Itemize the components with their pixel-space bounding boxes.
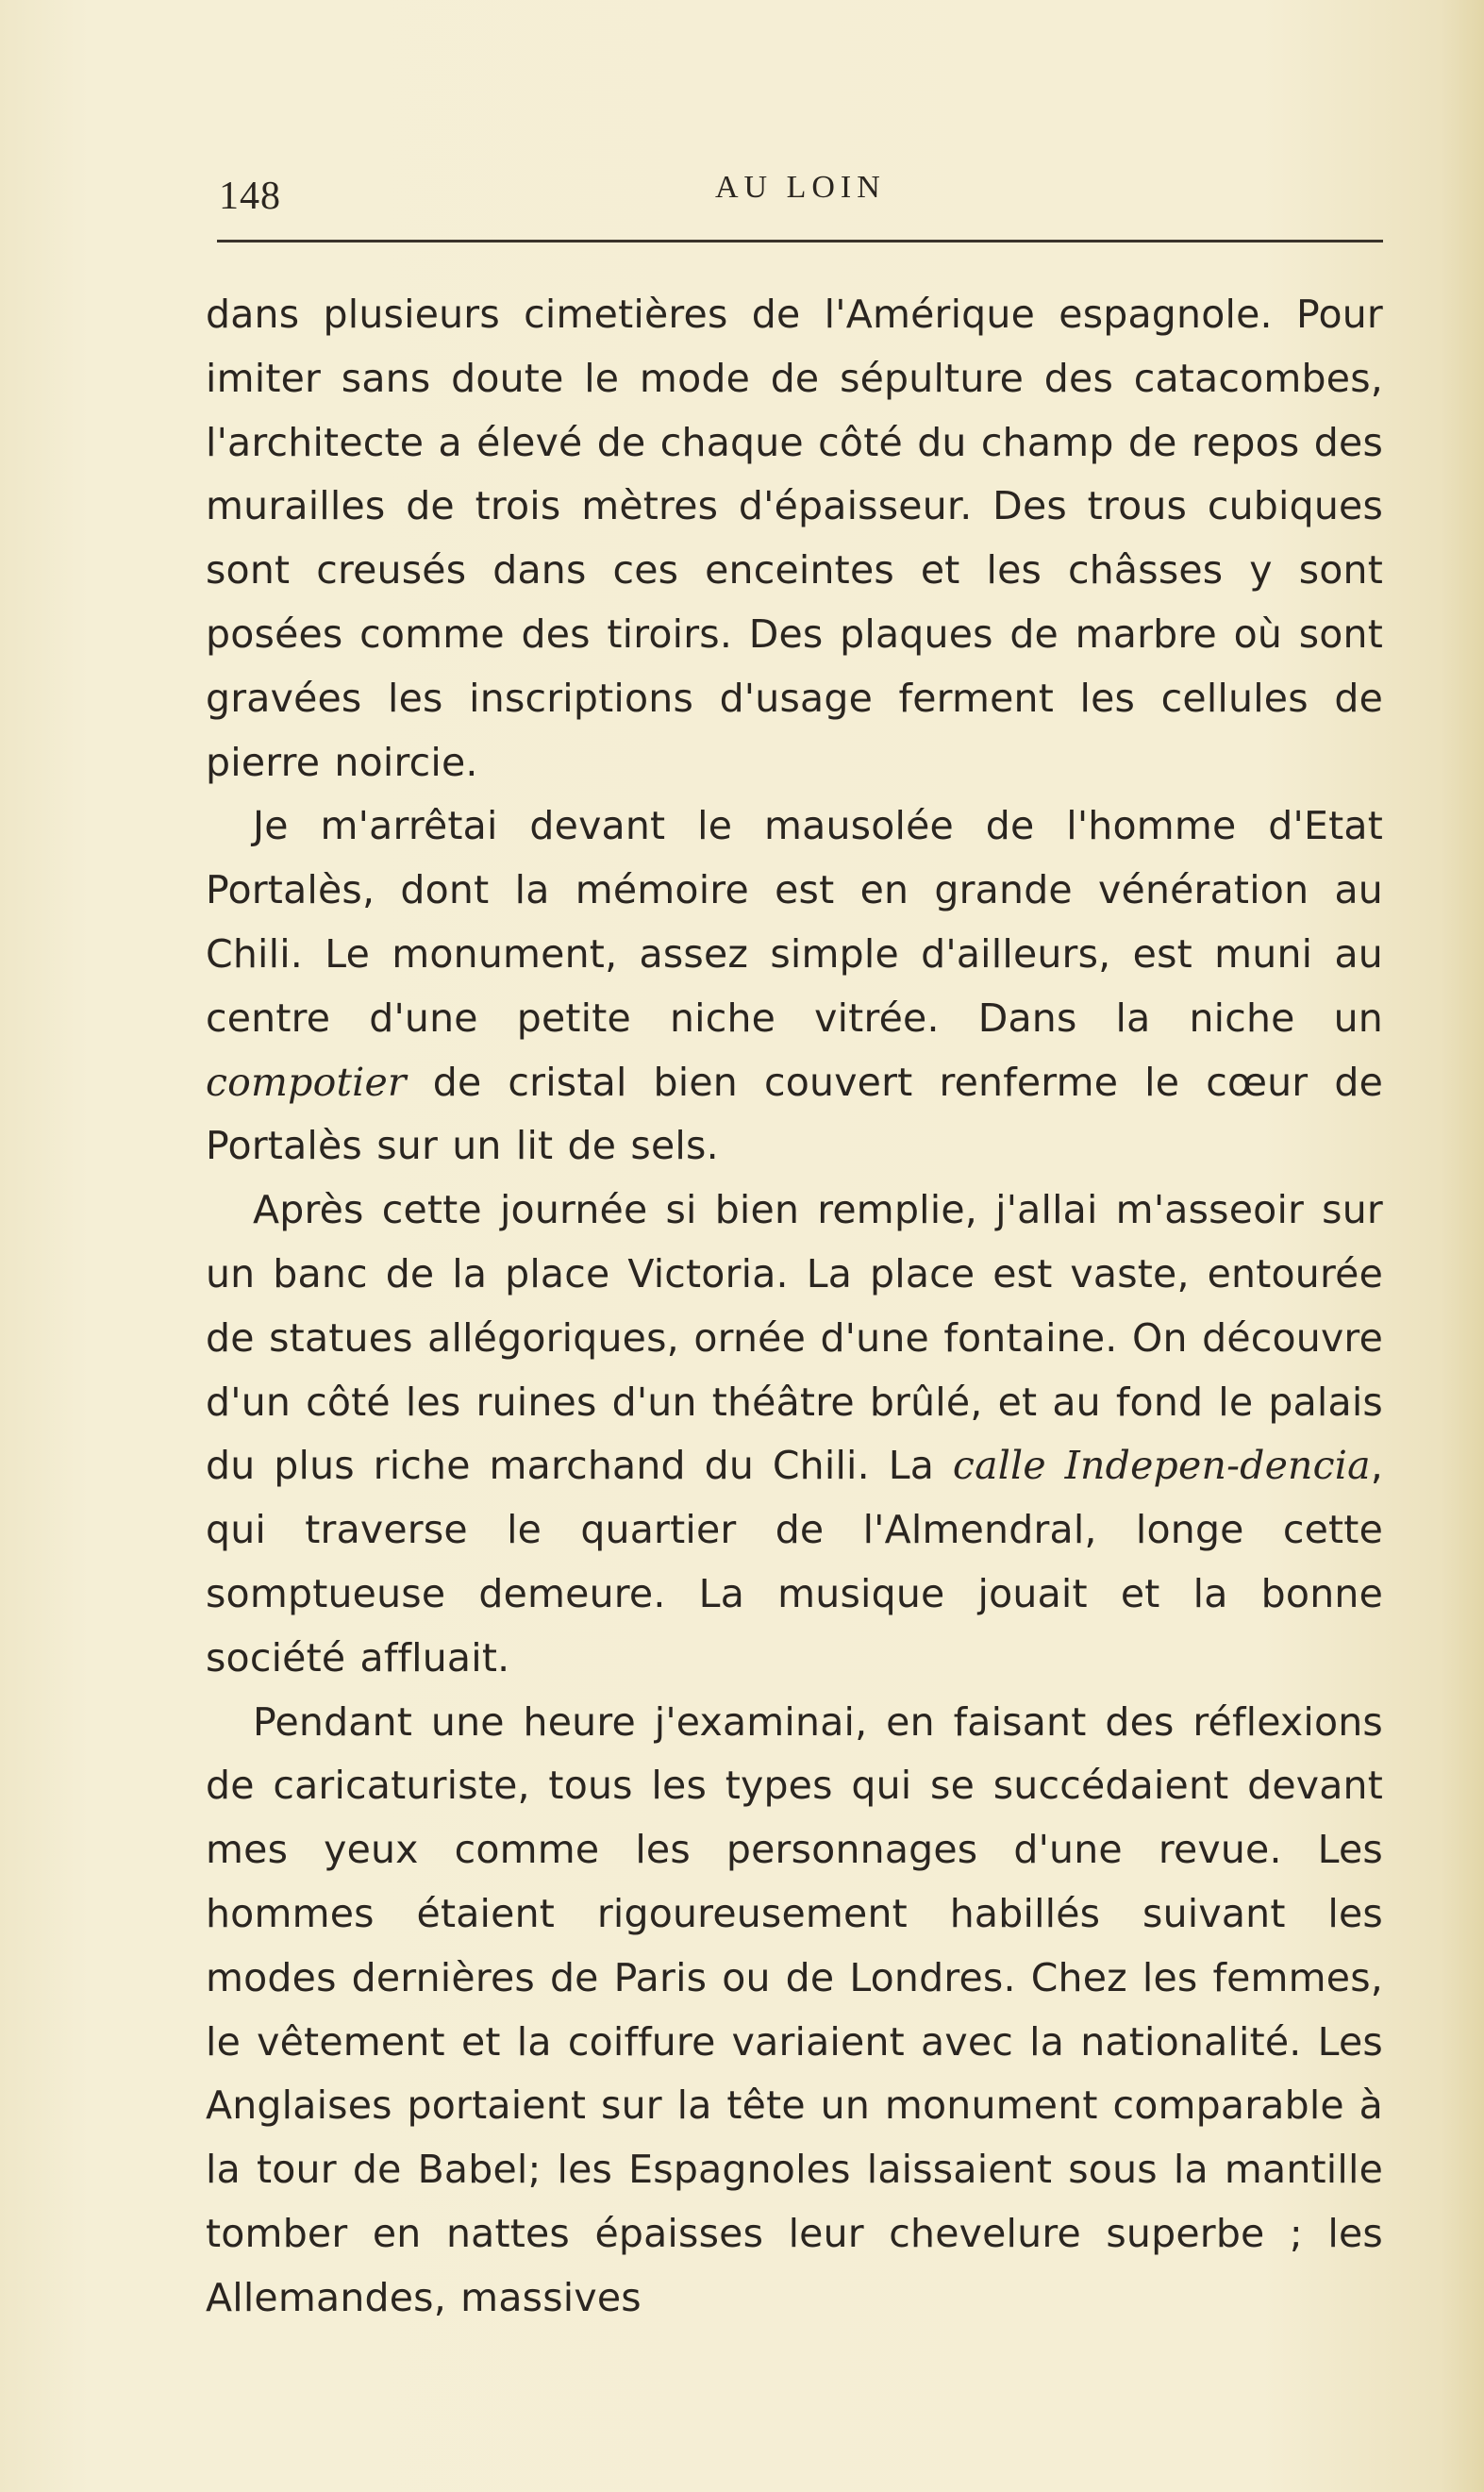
paragraph-3 <box>206 1179 1383 1690</box>
paragraph-3-text-b: , qui traverse le quartier de l'Almendral, longe cette somptueuse demeure. La musique jouait et la bonne société affluait. <box>206 1443 1383 1681</box>
italic-calle-independencia: calle Indepen-dencia <box>952 1443 1371 1489</box>
paragraph-3-text-a: Après cette journée si bien remplie, j'allai m'asseoir sur un banc de la place Victoria. La place est vaste, entourée de statues allégoriques, ornée d'une fontaine. On découvre d'un côté les ruines d'un théâtre brûlé, et au fond le palais du plus riche marchand du Chili. La <box>206 1187 1383 1489</box>
page-header <box>206 162 1383 219</box>
header-rule <box>217 240 1383 243</box>
body-text <box>206 283 1383 2331</box>
page-number: 148 <box>219 175 281 218</box>
italic-compotier: compotier <box>206 1059 407 1105</box>
paragraph-1-text: dans plusieurs cimetières de l'Amérique espagnole. Pour imiter sans doute le mode de sépulture des catacombes, l'architecte a élevé de chaque côté du champ de repos des murailles de trois mètres d'épaisseur. Des trous cubiques sont creusés dans ces enceintes et les châsses y sont posées comme des tiroirs. Des plaques de marbre où sont gravées les inscriptions d'usage ferment les cellules de pierre noircie. <box>206 292 1383 785</box>
paragraph-1 <box>206 283 1383 794</box>
paragraph-2 <box>206 794 1383 1179</box>
paragraph-4-text: Pendant une heure j'examinai, en faisant des réflexions de caricaturiste, tous les types qui se succédaient devant mes yeux comme les personnages d'une revue. Les hommes étaient rigoureusement habillés suivant les modes dernières de Paris ou de Londres. Chez les femmes, le vêtement et la coiffure variaient avec la nationalité. Les Anglaises portaient sur la tête un monument comparable à la tour de Babel; les Espagnoles laissaient sous la mantille tomber en nattes épaisses leur chevelure superbe ; les Allemandes, massives <box>206 1698 1383 2320</box>
paragraph-4 <box>206 1691 1383 2331</box>
paragraph-2-text-a: Je m'arrêtai devant le mausolée de l'homme d'Etat Portalès, dont la mémoire est en grande vénération au Chili. Le monument, assez simple d'ailleurs, est muni au centre d'une petite niche vitrée. Dans la niche un <box>206 803 1383 1041</box>
running-title: AU LOIN <box>715 170 886 205</box>
paragraph-2-text-b: de cristal bien couvert renferme le cœur de Portalès sur un lit de sels. <box>206 1059 1383 1169</box>
